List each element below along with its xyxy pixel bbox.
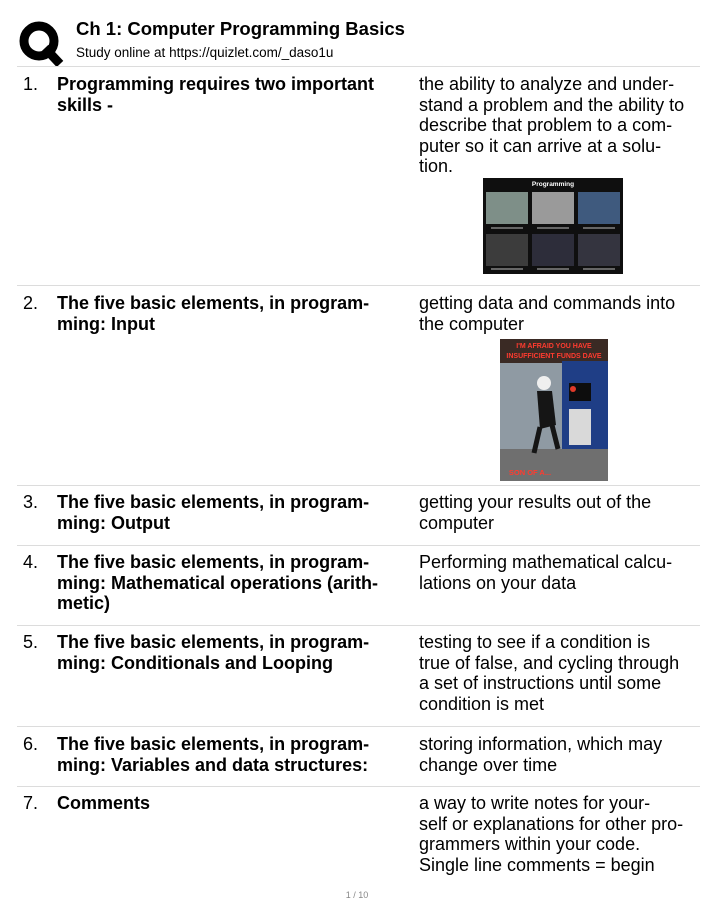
card-number: 6. [23,734,39,754]
atm-meme-image [500,339,608,481]
card-definition: a way to write notes for your- self or explanations for other pro- grammers within your code. Single line comments = begin [419,793,684,875]
document-title: Ch 1: Computer Programming Basics [76,18,405,39]
page-number: 1 / 10 [345,890,369,900]
card-row-6 [17,734,700,784]
divider [17,786,700,787]
card-row-1 [17,74,700,284]
image-top-caption-2: INSUFFICIENT FUNDS DAVE [506,353,602,360]
card-number: 2. [23,293,39,313]
divider [17,285,700,286]
card-term: Comments [57,793,151,813]
card-number: 7. [23,793,39,813]
image-bottom-caption: SON OF A... [508,468,552,477]
card-term: The five basic elements, in program- ming: Mathematical operations (arith- metic) [57,552,379,613]
card-definition: the ability to analyze and under- stand a problem and the ability to describe that problem to a com- puter so it can arrive at a solu- tion. [419,74,685,176]
card-term: The five basic elements, in program- ming: Input [57,293,370,334]
divider [17,625,700,626]
card-row-2 [17,293,700,483]
card-term: Programming requires two important skills - [57,74,375,115]
divider [17,485,700,486]
programming-meme-image [483,178,623,274]
card-number: 4. [23,552,39,572]
divider [17,726,700,727]
study-online-link[interactable]: Study online at https://quizlet.com/_daso1u [76,45,334,60]
card-definition: getting your results out of the computer [419,492,652,533]
card-number: 1. [23,74,39,94]
document-header [17,15,697,65]
card-term: The five basic elements, in program- ming: Variables and data structures: [57,734,370,775]
quizlet-logo-icon [17,19,65,67]
card-row-3 [17,492,700,542]
card-number: 3. [23,492,39,512]
image-top-caption-1: I'M AFRAID YOU HAVE [516,343,592,350]
card-row-5 [17,632,700,722]
card-term: The five basic elements, in program- ming: Conditionals and Looping [57,632,370,673]
divider [17,66,700,67]
card-definition: storing information, which may change over time [419,734,663,775]
card-definition: testing to see if a condition is true of false, and cycling through a set of instructions until some condition is met [419,632,680,714]
card-definition: getting data and commands into the computer [419,293,676,334]
divider [17,545,700,546]
card-term: The five basic elements, in program- ming: Output [57,492,370,533]
card-row-7 [17,793,700,883]
image-title: Programming [531,181,575,188]
card-number: 5. [23,632,39,652]
card-row-4 [17,552,700,622]
card-definition: Performing mathematical calcu- lations on your data [419,552,673,593]
